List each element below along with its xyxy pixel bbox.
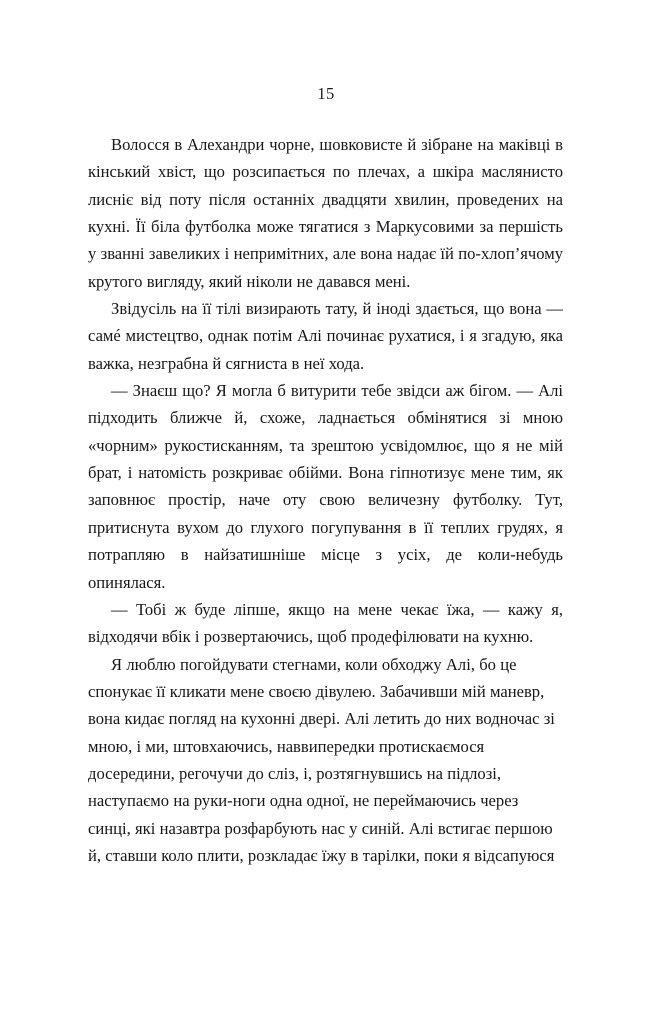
paragraph: Звідусіль на її тілі визирають тату, й іноді здається, що вона — самé мистецтво, однак потім Алі починає рухатися, і я згадую, яка важка, незграбна й сягниста в неї хода. — [88, 299, 563, 373]
body-text-block — [88, 131, 563, 869]
paragraph: — Знаєш що? Я могла б витурити тебе звідси аж бігом. — Алі підходить ближче й, схоже, ладнається обмінятися зі мною «чорним» рукостисканням, та зрештою усвідомлює, що я не мій брат, і натомість розкриває обійми. Вона гіпнотизує мене тим, як заповнює простір, наче оту свою величезну футболку. Тут, притиснута вухом до глухого погупування в її теплих грудях, я потрапляю в найзатишніше місце з усіх, де коли-небудь опинялася. — [88, 381, 563, 592]
page-number: 15 — [317, 84, 335, 103]
paragraph: Волосся в Алехандри чорне, шовковисте й зібране на маківці в кінський хвіст, що розсипається по плечах, а шкіра маслянисто лисніє від поту після останніх двадцяти хвилин, проведених на кухні. Її біла футболка може тягатися з Маркусовими за першість у званні завеликих і непримітних, але вона надає їй по-хлоп’ячому крутого вигляду, який ніколи не давався мені. — [88, 135, 563, 291]
paragraph: — Тобі ж буде ліпше, якщо на мене чекає їжа, — кажу я, відходячи вбік і розвертаючись, щоб продефілювати на кухню. — [88, 599, 563, 647]
paragraph: Я люблю погойдувати стегнами, коли обходжу Алі, бо це спонукає її кликати мене своєю дівулею. Забачивши мій маневр, вона кидає погляд на кухонні двері. Алі летить до них водночас зі мною, і ми, штовхаючись, наввипередки протискаємося досередини, регочучи до сліз, і, розтягнувшись на підлозі, наступаємо на руки-ноги одна одної, не переймаючись через синці, які назавтра розфарбують нас у синій. Алі встигає першою й, ставши коло плити, розкладає їжу в тарілки, поки я відсапуюся — [88, 654, 555, 865]
